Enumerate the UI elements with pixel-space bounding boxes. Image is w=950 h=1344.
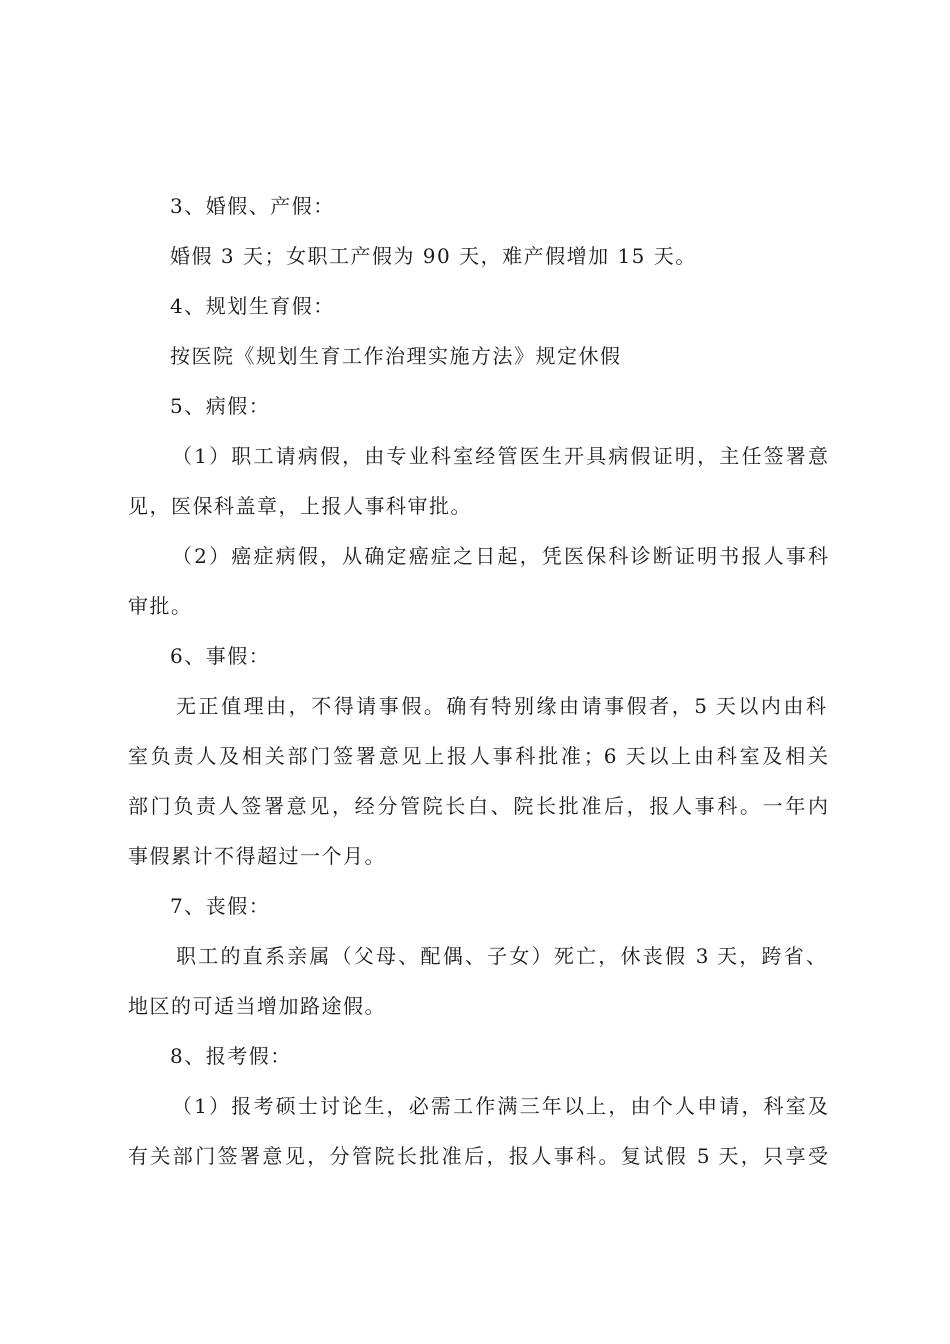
paragraph-line: 部门负责人签署意见，经分管院长白、院长批准后，报人事科。一年内 <box>128 794 828 818</box>
paragraph-line: 职工的直系亲属（父母、配偶、子女）死亡，休丧假 3 天，跨省、 <box>176 944 826 968</box>
paragraph-line: （1）职工请病假，由专业科室经管医生开具病假证明，主任签署意 <box>172 444 828 468</box>
paragraph-line: 按医院《规划生育工作治理实施方法》规定休假 <box>170 344 622 368</box>
paragraph-line: （2）癌症病假，从确定癌症之日起，凭医保科诊断证明书报人事科 <box>172 544 828 568</box>
paragraph-line: 地区的可适当增加路途假。 <box>128 994 386 1018</box>
paragraph-line: 有关部门签署意见，分管院长批准后，报人事科。复试假 5 天，只享受 <box>128 1144 828 1168</box>
heading-personal-leave: 6、事假： <box>170 644 271 668</box>
paragraph-line: 无正值理由，不得请事假。确有特别缘由请事假者，5 天以内由科 <box>176 694 826 718</box>
paragraph-line: 事假累计不得超过一个月。 <box>128 844 386 868</box>
heading-sick-leave: 5、病假： <box>170 394 271 418</box>
heading-funeral-leave: 7、丧假： <box>170 894 271 918</box>
paragraph-line: 室负责人及相关部门签署意见上报人事科批准；6 天以上由科室及相关 <box>128 744 828 768</box>
paragraph-line: 婚假 3 天；女职工产假为 90 天，难产假增加 15 天。 <box>170 244 697 268</box>
heading-family-planning-leave: 4、规划生育假： <box>170 294 335 318</box>
paragraph-line: （1）报考硕士讨论生，必需工作满三年以上，由个人申请，科室及 <box>172 1094 828 1118</box>
heading-exam-leave: 8、报考假： <box>170 1044 292 1068</box>
heading-marriage-maternity-leave: 3、婚假、产假： <box>170 194 335 218</box>
paragraph-line: 审批。 <box>128 594 193 618</box>
paragraph-line: 见，医保科盖章，上报人事科审批。 <box>128 494 472 518</box>
